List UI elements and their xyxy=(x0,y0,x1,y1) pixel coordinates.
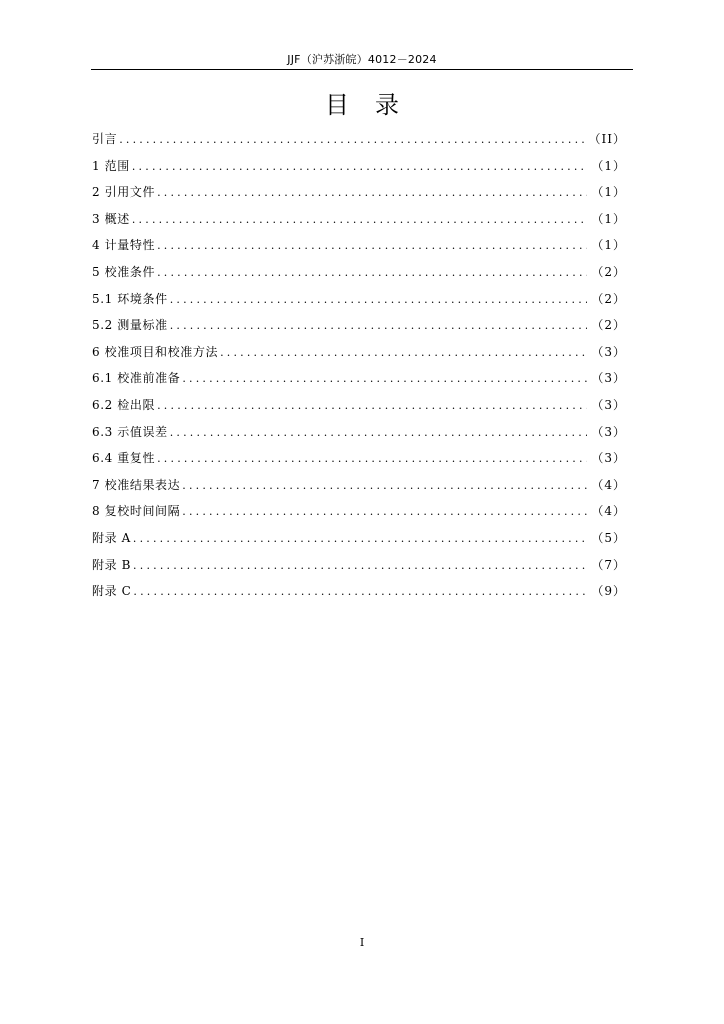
toc-entry-metrological-characteristics[interactable] xyxy=(92,232,626,259)
toc-entry-label: 6.2 检出限 xyxy=(92,397,156,412)
toc-dot-leader xyxy=(157,446,587,473)
toc-entry-label: 1 范围 xyxy=(92,158,130,173)
toc-dot-leader xyxy=(119,127,584,154)
toc-dot-leader xyxy=(170,313,588,340)
toc-entry-calibration-items-methods[interactable] xyxy=(92,339,626,366)
toc-entry-label: 4 计量特性 xyxy=(92,238,156,253)
toc-entry-repeatability[interactable] xyxy=(92,445,626,472)
toc-dot-leader xyxy=(157,180,587,207)
toc-dot-leader xyxy=(182,366,587,393)
toc-entry-page: （5） xyxy=(591,530,626,545)
toc-dot-leader xyxy=(220,340,587,367)
toc-dot-leader xyxy=(170,287,588,314)
toc-entry-appendix-a[interactable] xyxy=(92,525,626,552)
toc-dot-leader xyxy=(182,473,587,500)
toc-entry-label: 附录 B xyxy=(92,557,132,572)
toc-entry-label: 附录 C xyxy=(92,584,132,599)
toc-entry-page: （7） xyxy=(591,557,626,572)
toc-entry-references[interactable] xyxy=(92,179,626,206)
toc-entry-pre-calibration-preparation[interactable] xyxy=(92,365,626,392)
toc-entry-page: （1） xyxy=(591,185,626,200)
toc-entry-page: （3） xyxy=(591,344,626,359)
toc-entry-page: （II） xyxy=(588,132,626,146)
toc-entry-page: （1） xyxy=(591,158,626,173)
page-number: I xyxy=(359,936,365,949)
toc-entry-page: （1） xyxy=(591,238,626,253)
header-divider xyxy=(91,69,633,70)
toc-entry-label: 5.2 测量标准 xyxy=(92,318,168,333)
toc-dot-leader xyxy=(157,393,587,420)
toc-entry-detection-limit[interactable] xyxy=(92,392,626,419)
toc-entry-label: 引言 xyxy=(92,132,118,146)
toc-entry-appendix-c[interactable] xyxy=(92,578,626,605)
toc-entry-label: 6.4 重复性 xyxy=(92,451,156,466)
toc-dot-leader xyxy=(133,579,587,606)
toc-entry-page: （3） xyxy=(591,371,626,386)
toc-entry-measurement-standards[interactable] xyxy=(92,312,626,339)
toc-entry-label: 6 校准项目和校准方法 xyxy=(92,344,219,359)
toc-entry-label: 6.1 校准前准备 xyxy=(92,371,181,386)
toc-entry-label: 7 校准结果表达 xyxy=(92,477,181,492)
toc-entry-page: （4） xyxy=(591,477,626,492)
toc-entry-page: （3） xyxy=(591,397,626,412)
toc-list xyxy=(92,126,626,605)
toc-dot-leader xyxy=(157,233,587,260)
toc-entry-page: （3） xyxy=(591,424,626,439)
toc-dot-leader xyxy=(182,499,587,526)
toc-entry-indication-error[interactable] xyxy=(92,419,626,446)
toc-entry-label: 5 校准条件 xyxy=(92,264,156,279)
toc-entry-page: （2） xyxy=(591,264,626,279)
toc-entry-label: 6.3 示值误差 xyxy=(92,424,168,439)
toc-dot-leader xyxy=(133,553,587,580)
toc-entry-environment-conditions[interactable] xyxy=(92,286,626,313)
toc-entry-page: （4） xyxy=(591,504,626,519)
toc-entry-page: （2） xyxy=(591,318,626,333)
toc-entry-label: 5.1 环境条件 xyxy=(92,291,168,306)
toc-dot-leader xyxy=(170,420,588,447)
toc-title: 目录 xyxy=(325,91,425,119)
toc-entry-page: （3） xyxy=(591,451,626,466)
toc-entry-label: 2 引用文件 xyxy=(92,185,156,200)
toc-entry-page: （1） xyxy=(591,211,626,226)
toc-dot-leader xyxy=(133,526,587,553)
toc-entry-page: （9） xyxy=(591,584,626,599)
toc-entry-label: 附录 A xyxy=(92,530,131,545)
standard-code-header: JJF（沪苏浙皖）4012－2024 xyxy=(287,53,437,66)
toc-dot-leader xyxy=(132,207,588,234)
toc-dot-leader xyxy=(132,154,588,181)
toc-entry-appendix-b[interactable] xyxy=(92,552,626,579)
toc-entry-label: 3 概述 xyxy=(92,211,130,226)
toc-entry-scope[interactable] xyxy=(92,153,626,180)
toc-entry-foreword[interactable] xyxy=(92,126,626,153)
toc-entry-label: 8 复校时间间隔 xyxy=(92,504,181,519)
toc-entry-recalibration-interval[interactable] xyxy=(92,498,626,525)
toc-entry-calibration-conditions[interactable] xyxy=(92,259,626,286)
toc-entry-page: （2） xyxy=(591,291,626,306)
toc-entry-overview[interactable] xyxy=(92,206,626,233)
toc-dot-leader xyxy=(157,260,587,287)
toc-entry-result-expression[interactable] xyxy=(92,472,626,499)
